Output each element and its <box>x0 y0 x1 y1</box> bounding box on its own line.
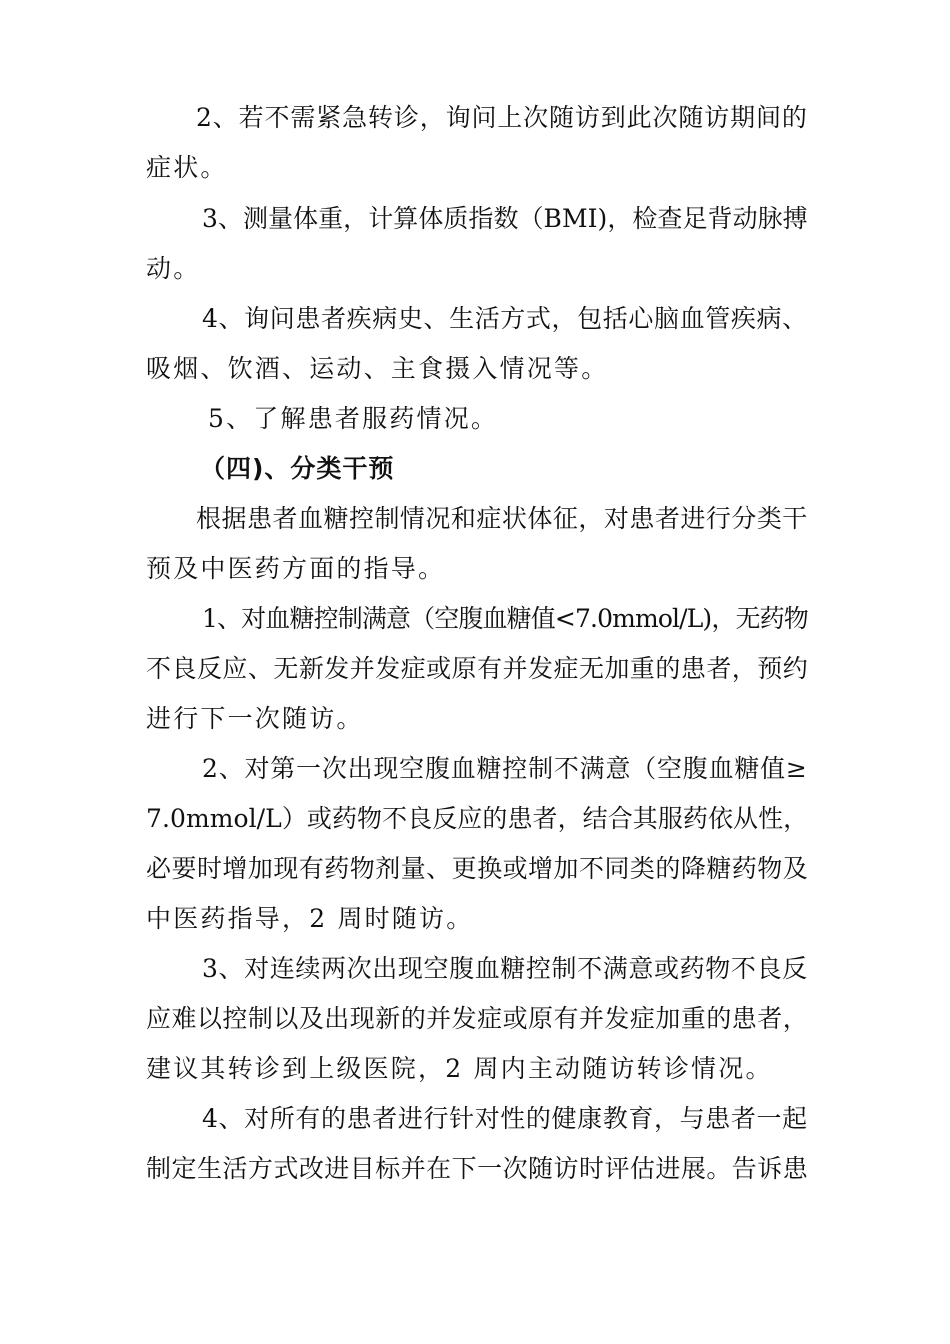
text-line: 预及中医药方面的指导。 <box>146 554 446 583</box>
text-line: 2、若不需紧急转诊，询问上次随访到此次随访期间的 <box>196 103 808 132</box>
section-heading: （四)、分类干预 <box>200 454 395 483</box>
text-line: 吸烟、饮酒、运动、主食摄入情况等。 <box>146 354 609 383</box>
text-line: 1、对血糖控制满意（空腹血糖值<7.0mmol/L)，无药物 <box>202 604 808 633</box>
text-line: 4、询问患者疾病史、生活方式，包括心脑血管疾病、 <box>202 304 808 333</box>
text-line: 根据患者血糖控制情况和症状体征，对患者进行分类干 <box>196 504 808 533</box>
text-line: 中医药指导，2 周时随访。 <box>146 904 474 933</box>
text-line: 7.0mmol/L）或药物不良反应的患者，结合其服药依从性， <box>146 804 809 833</box>
text-line: 动。 <box>146 254 201 283</box>
text-line: 症状。 <box>146 153 228 182</box>
text-line: 必要时增加现有药物剂量、更换或增加不同类的降糖药物及 <box>146 854 809 883</box>
text-line: 进行下一次随访。 <box>146 704 364 733</box>
text-line: 4、对所有的患者进行针对性的健康教育，与患者一起 <box>202 1104 808 1133</box>
text-line: 5、了解患者服药情况。 <box>208 404 499 433</box>
text-line: 制定生活方式改进目标并在下一次随访时评估进展。告诉患 <box>146 1154 809 1183</box>
text-line: 应难以控制以及出现新的并发症或原有并发症加重的患者， <box>146 1004 809 1033</box>
text-line: 不良反应、无新发并发症或原有并发症无加重的患者，预约 <box>146 654 809 683</box>
text-line: 3、对连续两次出现空腹血糖控制不满意或药物不良反 <box>202 954 808 983</box>
text-line: 3、测量体重，计算体质指数（BMI)，检查足背动脉搏 <box>202 204 808 233</box>
text-line: 建议其转诊到上级医院，2 周内主动随访转诊情况。 <box>146 1054 773 1083</box>
text-line: 2、对第一次出现空腹血糖控制不满意（空腹血糖值≥ <box>202 754 808 783</box>
